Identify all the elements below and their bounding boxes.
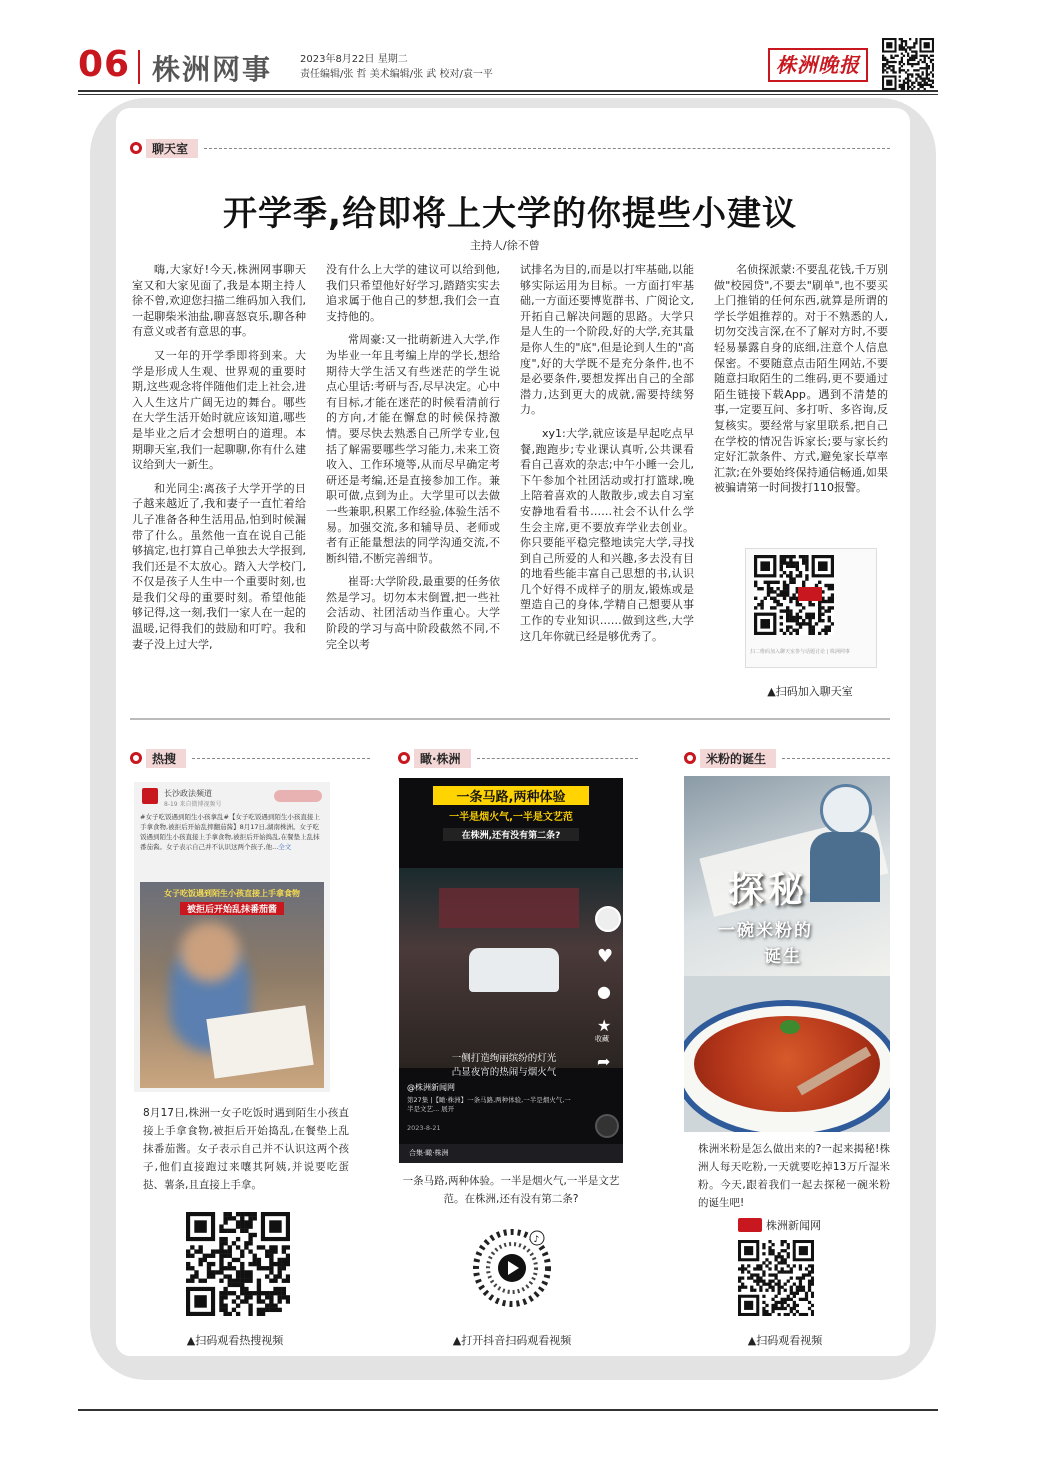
- paragraph: 名侦探派蒙:不要乱花钱,千万别做"校园贷",不要去"刷单",也不要买上门推销的任何东西,就算是所谓的学长学姐推荐的。对于不熟悉的人,切勿交浅言深,在不了解对方时,不要轻易暴露自身的底细,注意个人信息保密。不要随意点击陌生网站,不要随意扫取陌生的二维码,更不要通过陌生链接下载App。遇到不清楚的事,一定要互问、多打听、多咨询,反复核实。要经常与家里联系,把自己在学校的情况告诉家长;要与家长约定好汇款条件、方式,避免家长草率汇款;在外要始终保持通信畅通,如果被骗请第一时间拨打110报警。: [714, 263, 888, 495]
- date-line: 2023年8月22日 星期二: [300, 54, 408, 65]
- paragraph: 嗨,大家好!今天,株洲网事聊天室又和大家见面了,我是本期主持人徐不曾,欢迎您扫描二维码加入我们,一起聊柴米油盐,聊喜怒哀乐,聊各种有意义或者有意思的事。: [132, 263, 306, 339]
- author-handle[interactable]: @株洲新闻网: [407, 1083, 455, 1092]
- rice-noodle-qr-note: ▲扫码观看视频: [747, 1334, 823, 1347]
- chat-qr-card[interactable]: [745, 548, 877, 668]
- article-column-3: [520, 262, 694, 652]
- promo-badge: [274, 790, 322, 802]
- footer-rule: [78, 1409, 938, 1411]
- hot-search-qr-note: ▲扫码观看热搜视频: [186, 1334, 284, 1347]
- share-icon[interactable]: ➦: [597, 1052, 611, 1071]
- section-name: 株洲网事: [152, 53, 273, 86]
- article-column-2: [326, 262, 500, 660]
- poster-subtitle-1: 一碗米粉的: [718, 921, 813, 941]
- section-tag: 瞰·株洲: [414, 749, 471, 768]
- kan-zhuzhou-label: [398, 748, 638, 768]
- article-byline: 主持人/徐不曾: [470, 239, 540, 252]
- qr-small-text: 扫二维码加入聊天室参与话题讨论 | 株洲网事: [750, 649, 850, 655]
- poster-subtitle-2: 诞生: [764, 947, 802, 967]
- headline-main: 一条马路,两种体验: [433, 786, 589, 805]
- bullet-icon: [130, 752, 142, 764]
- favorite-icon[interactable]: ★: [597, 1016, 612, 1035]
- header-rule: [78, 90, 938, 92]
- bullet-icon: [684, 752, 696, 764]
- news-site-name: 株洲新闻网: [766, 1219, 821, 1232]
- bullet-icon: [130, 142, 142, 154]
- collection-label: 合集·瞰·株洲: [409, 1149, 449, 1157]
- newspaper-logo: 株洲晚报: [768, 48, 868, 82]
- section-tag: 聊天室: [146, 139, 198, 158]
- kan-zhuzhou-qr-note: ▲打开抖音扫码观看视频: [452, 1334, 572, 1347]
- rice-noodle-caption: 株洲米粉是怎么做出来的?一起来揭秘!株洲人每天吃粉,一天就要吃掉13万斤湿米粉。今天,跟着我们一起去探秘一碗米粉的诞生吧!: [698, 1143, 890, 1209]
- collection-bar[interactable]: [399, 1144, 623, 1163]
- hot-search-label: [130, 748, 370, 768]
- hot-search-caption: 8月17日,株洲一女子吃饭时遇到陌生小孩直接上手拿食物,被拒后开始捣乱,在餐垫上乱抹番茄酱。女子表示自己并不认识这两个孩子,他们直接跑过来嚷其阿姨,并说要吃蛋挞、薯条,且直接上手拿。: [143, 1107, 349, 1191]
- section-divider: [130, 718, 890, 720]
- paragraph: 常周豪:又一批萌新进入大学,作为毕业一年且考编上岸的学长,想给期待大学生活又有些迷茫的学生说点心里话:考研与否,尽早决定。心中有目标,才能在迷茫的时候看清前行的方向,才能在懈怠的时候保持激情。要尽快去熟悉自己所学专业,包括了解需要哪些学习能力,未来工资收入、工作环境等,从而尽早确定考研还是考编,还是直接参加工作。兼职可做,点到为止。大学里可以去做一些兼职,积累工作经验,体验生活不易。加强交流,多和辅导员、老师或者有正能量想法的同学沟通交流,不断纠错,不断完善细节。: [326, 333, 500, 565]
- weibo-screenshot[interactable]: [134, 782, 330, 1092]
- comment-icon[interactable]: ●: [597, 982, 611, 1001]
- rice-noodle-label: [684, 748, 890, 768]
- editors-line: 责任编辑/张 哲 美术编辑/张 武 校对/袁一平: [300, 69, 493, 80]
- dashed-rule: [477, 758, 638, 759]
- dashed-rule: [192, 758, 370, 759]
- chat-section-label: [130, 138, 890, 158]
- paragraph: 没有什么上大学的建议可以给到他,我们只希望他好好学习,踏踏实实去追求属于他自己的梦想,我们会一直支持他的。: [326, 263, 500, 323]
- header-meta: [300, 52, 493, 82]
- bullet-icon: [398, 752, 410, 764]
- douyin-screenshot[interactable]: [399, 778, 623, 1163]
- paragraph: 和光同尘:离孩子大学开学的日子越来越近了,我和妻子一直忙着给儿子准备各种生活用品,怕到时候漏带了什么。虽然他一直在说自己能够搞定,也打算自己单独去大学报到,我们还是不太放心。踏入大学校门,不仅是孩子人生中一个重要时刻,也是我们父母的重要时刻。希望他能够记得,这一刻,我们一家人在一起的温暖,记得我们的鼓励和叮咛。我和妻子没上过大学,: [132, 481, 306, 651]
- favorite-label: 收藏: [595, 1035, 609, 1043]
- svg-text:♪: ♪: [533, 1235, 540, 1245]
- post-text: #女子吃饭遇到陌生小孩拿乱#【女子吃饭遇到陌生小孩直接上手拿食物,被拒后开始乱摔翻茄酱】8月17日,湖南株洲。女子吃饭遇到陌生小孩直接上手拿食物,被拒后开始捣乱,在餐垫上乱抹番茄酱。女子表示自己并不认识这两个孩子,他...全文: [140, 813, 320, 851]
- rice-noodle-qr-code[interactable]: [738, 1240, 814, 1316]
- hot-search-qr-code[interactable]: [186, 1212, 290, 1316]
- account-meta: 8-19 来自微博视频号: [164, 801, 222, 808]
- shop-sign: [439, 888, 579, 928]
- qr-logo-icon: [798, 587, 822, 601]
- video-caption-top: 女子吃饭遇到陌生小孩直接上手拿食物: [164, 889, 300, 898]
- dashed-rule: [782, 758, 890, 759]
- article-title: 开学季,给即将上大学的你提些小建议: [223, 194, 797, 234]
- video-thumbnail[interactable]: [140, 882, 324, 1088]
- garnish: [780, 1020, 800, 1034]
- news-site-logo: [738, 1218, 762, 1232]
- rice-noodle-poster[interactable]: [684, 776, 890, 1132]
- overlay-line-1: 一侧打造绚丽缤纷的灯光: [451, 1053, 557, 1064]
- page-number: 06: [78, 44, 131, 85]
- worker-head: [820, 784, 872, 836]
- overlay-line-2: 凸显夜宵的热闹与烟火气: [451, 1067, 557, 1078]
- section-tag: 热搜: [146, 749, 186, 768]
- paragraph: xy1:大学,就应该是早起吃点早餐,跑跑步;专业课认真听,公共课看看自己喜欢的杂志;中午小睡一会儿,下午参加个社团活动或打打篮球,晚上陪着喜欢的人散散步,或去自习室安静地看看书……社会不认什么学生会主席,更不要放弃学业去创业。你只要能平稳完整地读完大学,寻找到自己所爱的人和兴趣,多去没有目的地看些能丰富自己思想的书,认识几个好得不成样子的朋友,锻炼或是塑造自己的身体,学精自己想要从事工作的专业知识……做到这些,大学这几年你就已经是够优秀了。: [520, 426, 694, 643]
- video-caption-bottom: 被拒后开始乱抹番茄酱: [180, 902, 284, 915]
- account-avatar: [142, 788, 158, 804]
- post-timestamp: 2023-8-21: [407, 1124, 441, 1132]
- white-car: [469, 948, 559, 992]
- article-column-1: [132, 262, 306, 660]
- paragraph: 又一年的开学季即将到来。大学是形成人生观、世界观的重要时期,这些观念将伴随他们走上社会,进入人生这片广阔无边的舞台。哪些在大学生活开始时就应该知道,哪些是毕业之后才会想明白的道理。本期聊天室,我们一起聊聊,你有什么建议给到大一新生。: [132, 348, 306, 472]
- chat-qr-note: ▲扫码加入聊天室: [767, 685, 853, 698]
- douyin-code[interactable]: [469, 1218, 555, 1318]
- poster-title: 探秘: [728, 869, 809, 911]
- blurred-face: [180, 922, 240, 982]
- header-rule-thin: [78, 94, 938, 95]
- headline-sub: 一半是烟火气,一半是文艺范: [449, 812, 573, 823]
- creator-avatar[interactable]: [595, 906, 621, 932]
- account-name: 长沙政法频道: [164, 789, 212, 798]
- article-column-4: [714, 262, 888, 504]
- chat-qr-code[interactable]: [754, 555, 834, 635]
- like-icon[interactable]: ♥: [597, 946, 614, 967]
- section-tag: 米粉的诞生: [700, 749, 776, 768]
- paragraph: 试排名为目的,而是以打牢基础,以能够实际运用为目标。一方面打牢基础,一方面还要博览群书、广阅论文,开拓自己解决问题的思路。大学只是人生的一个阶段,好的大学,充其量是你人生的"底",但是论到人生的"高度",好的大学既不是充分条件,也不是必要条件,要想发挥出自己的全部潜力,达到更大的成就,需要持续努力。: [520, 263, 694, 417]
- more-link[interactable]: 全文: [278, 843, 292, 851]
- worker-body: [810, 832, 880, 902]
- dashed-rule: [204, 148, 890, 149]
- header-divider: [138, 50, 140, 84]
- header-qr-code[interactable]: [882, 38, 934, 90]
- headline-question: 在株洲,还有没有第二条?: [443, 828, 579, 841]
- music-disc-icon[interactable]: [595, 1114, 619, 1138]
- kan-zhuzhou-caption: 一条马路,两种体验。一半是烟火气,一半是文艺范。在株洲,还有没有第二条?: [402, 1175, 620, 1205]
- paragraph: 崔哥:大学阶段,最重要的任务依然是学习。切勿本末倒置,把一些社会活动、社团活动当作重心。大学阶段的学习与高中阶段截然不同,不完全以考: [326, 575, 500, 651]
- episode-text: 第27集 |【瞰·株洲】一条马路,两种体验,一半是烟火气,一半是文艺... 展开: [407, 1096, 571, 1113]
